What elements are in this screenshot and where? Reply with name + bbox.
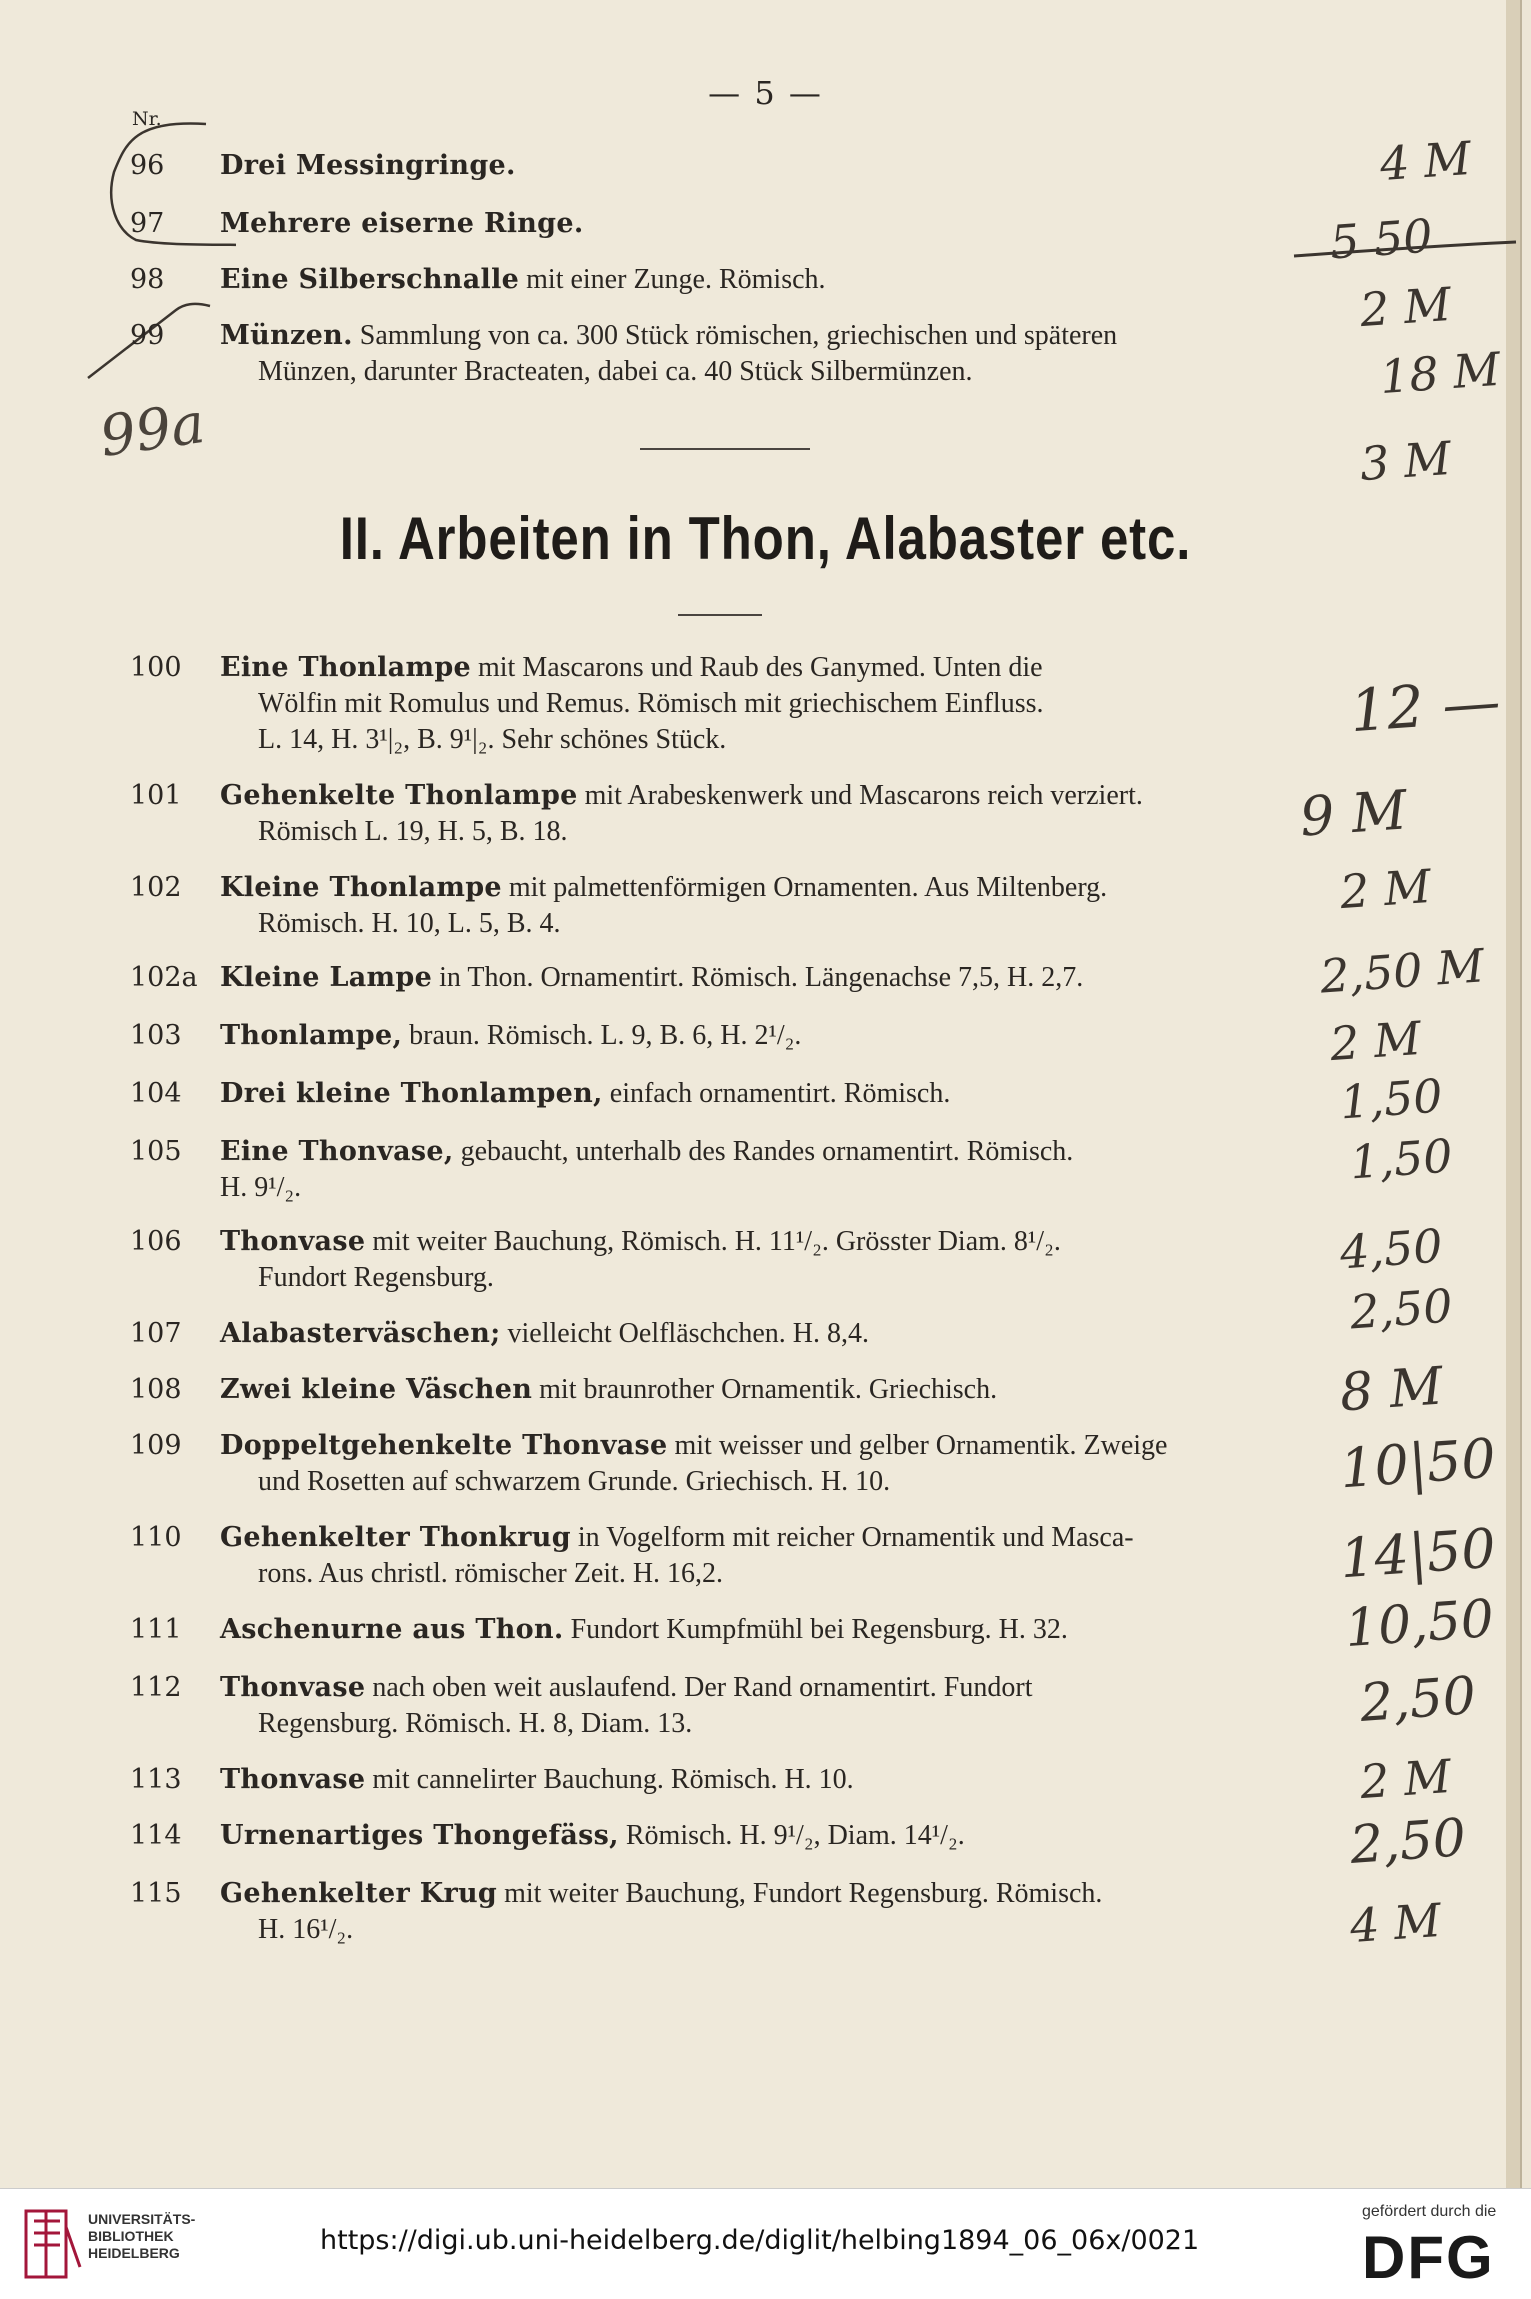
entry-114 xyxy=(130,1818,1325,1854)
entry-description-line: Römisch L. 19, H. 5, B. 18. xyxy=(258,816,568,847)
entry-115 xyxy=(130,1876,1325,1948)
entry-113 xyxy=(130,1762,1325,1798)
entry-106 xyxy=(130,1224,1325,1296)
entry-title: Kleine Thonlampe xyxy=(220,872,502,903)
entry-title: Doppeltgehenkelte Thonvase xyxy=(220,1430,668,1461)
entry-title: Eine Thonlampe xyxy=(220,652,471,683)
entry-number: 114 xyxy=(130,1820,182,1851)
entry-number: 98 xyxy=(130,264,165,295)
entry-102a xyxy=(130,960,1325,996)
price-106: 4,50 xyxy=(1338,1218,1445,1280)
library-name xyxy=(88,2211,195,2262)
entry-description-line: H. 16¹/₂. xyxy=(258,1914,354,1945)
nr-label: Nr. xyxy=(132,108,162,130)
page-number: — 5 — xyxy=(708,74,823,112)
entry-title: Gehenkelte Thonlampe xyxy=(220,780,578,811)
entry-description: nach oben weit auslaufend. Der Rand ornamentirt. Fundort xyxy=(365,1672,1033,1703)
entry-description: mit Arabeskenwerk und Mascarons reich verziert. xyxy=(577,780,1143,811)
price-97: 5 50 xyxy=(1328,208,1435,270)
entry-description: Fundort Kumpfmühl bei Regensburg. H. 32. xyxy=(563,1614,1068,1645)
entry-title: Thonlampe, xyxy=(220,1020,403,1051)
price-112: 2,50 xyxy=(1358,1666,1478,1734)
entry-98 xyxy=(130,262,1325,298)
price-99a: 3 M xyxy=(1358,430,1453,492)
price-103: 2 M xyxy=(1328,1010,1423,1072)
entry-title: Gehenkelter Thonkrug xyxy=(220,1522,571,1553)
entry-number: 115 xyxy=(130,1878,182,1909)
entry-number: 110 xyxy=(130,1522,182,1553)
entry-number: 100 xyxy=(130,652,182,683)
price-100: 12 — xyxy=(1347,666,1503,746)
entry-number: 106 xyxy=(130,1226,182,1257)
price-108: 8 M xyxy=(1338,1356,1445,1424)
dfg-logo: DFG xyxy=(1362,2224,1495,2291)
entry-description-line: und Rosetten auf schwarzem Grunde. Griechisch. H. 10. xyxy=(258,1466,891,1497)
entry-title: Kleine Lampe xyxy=(220,962,433,993)
entry-description-line: Römisch. H. 10, L. 5, B. 4. xyxy=(258,908,561,939)
entry-title: Mehrere eiserne Ringe. xyxy=(220,208,584,239)
entry-title: Eine Silberschnalle xyxy=(220,264,520,295)
entry-title: Zwei kleine Väschen xyxy=(220,1374,533,1405)
entry-number: 105 xyxy=(130,1136,182,1167)
price-105: 1,50 xyxy=(1348,1128,1455,1190)
entry-description: mit einer Zunge. Römisch. xyxy=(519,264,826,295)
entry-description: mit weisser und gelber Ornamentik. Zweige xyxy=(667,1430,1168,1461)
divider-top xyxy=(640,448,810,450)
entry-102 xyxy=(130,870,1325,942)
entry-112 xyxy=(130,1670,1325,1742)
entry-title: Gehenkelter Krug xyxy=(220,1878,498,1909)
divider-section xyxy=(678,614,762,616)
price-104: 1,50 xyxy=(1338,1068,1445,1130)
entry-number: 112 xyxy=(130,1672,182,1703)
price-102a: 2,50 M xyxy=(1318,938,1486,1004)
entry-description: mit weiter Bauchung, Römisch. H. 11¹/₂. Grösster Diam. 8¹/₂. xyxy=(365,1226,1061,1257)
entry-number: 102a xyxy=(130,962,198,993)
library-name-line: UNIVERSITÄTS- xyxy=(88,2211,196,2227)
price-102: 2 M xyxy=(1338,858,1433,920)
entry-title: Münzen. xyxy=(220,320,353,351)
entry-101 xyxy=(130,778,1325,850)
entry-description-line: L. 14, H. 3¹|₂, B. 9¹|₂. Sehr schönes Stück. xyxy=(258,724,727,755)
entry-description: vielleicht Oelfläschchen. H. 8,4. xyxy=(500,1318,870,1349)
entry-title: Drei Messingringe. xyxy=(220,150,516,181)
permalink-url[interactable]: https://digi.ub.uni-heidelberg.de/diglit/helbing1894_06_06x/0021 xyxy=(320,2225,1200,2256)
entry-title: Thonvase xyxy=(220,1226,366,1257)
entry-105 xyxy=(130,1134,1325,1206)
entry-description: gebaucht, unterhalb des Randes ornamentirt. Römisch. xyxy=(453,1136,1074,1167)
section-title: II. Arbeiten in Thon, Alabaster etc. xyxy=(339,505,1192,572)
price-111: 10,50 xyxy=(1343,1588,1496,1660)
entry-number: 113 xyxy=(130,1764,182,1795)
library-name-line: HEIDELBERG xyxy=(88,2245,180,2261)
entry-110 xyxy=(130,1520,1325,1592)
entry-number: 111 xyxy=(130,1614,182,1645)
entry-97 xyxy=(130,206,1325,242)
entry-96 xyxy=(130,148,1325,184)
entry-title: Thonvase xyxy=(220,1672,366,1703)
entry-description-line: Regensburg. Römisch. H. 8, Diam. 13. xyxy=(258,1708,693,1739)
entry-title: Alabasterväschen; xyxy=(220,1318,501,1349)
entry-description-line: Wölfin mit Romulus und Remus. Römisch mit griechischem Einfluss. xyxy=(258,688,1044,719)
entry-109 xyxy=(130,1428,1325,1500)
entry-description: mit cannelirter Bauchung. Römisch. H. 10. xyxy=(365,1764,854,1795)
university-library-logo-icon xyxy=(20,2207,86,2281)
entry-description-line: rons. Aus christl. römischer Zeit. H. 16,2. xyxy=(258,1558,724,1589)
price-113: 2 M xyxy=(1358,1748,1453,1810)
price-98: 2 M xyxy=(1358,276,1453,338)
price-107: 2,50 xyxy=(1348,1278,1455,1340)
price-101: 9 M xyxy=(1297,778,1409,849)
entry-description: in Vogelform mit reicher Ornamentik und Masca- xyxy=(570,1522,1134,1553)
viewer-footer xyxy=(0,2188,1531,2299)
funding-note: gefördert durch die xyxy=(1362,2203,1497,2220)
entry-description: Sammlung von ca. 300 Stück römischen, griechischen und späteren xyxy=(352,320,1118,351)
price-96: 4 M xyxy=(1378,130,1473,192)
entry-description: mit braunrother Ornamentik. Griechisch. xyxy=(532,1374,998,1405)
entry-title: Aschenurne aus Thon. xyxy=(220,1614,564,1645)
entry-title: Thonvase xyxy=(220,1764,366,1795)
price-109: 10|50 xyxy=(1337,1426,1498,1501)
entry-description: in Thon. Ornamentirt. Römisch. Längenachse 7,5, H. 2,7. xyxy=(432,962,1084,993)
entry-description: Römisch. H. 9¹/₂, Diam. 14¹/₂. xyxy=(618,1820,965,1851)
entry-description: mit weiter Bauchung, Fundort Regensburg. Römisch. xyxy=(497,1878,1103,1909)
entry-111 xyxy=(130,1612,1325,1648)
entry-number: 99 xyxy=(130,320,165,351)
price-115: 4 M xyxy=(1348,1892,1443,1954)
entry-title: Urnenartiges Thongefäss, xyxy=(220,1820,619,1851)
entry-104 xyxy=(130,1076,1325,1112)
entry-108 xyxy=(130,1372,1325,1408)
entry-number: 104 xyxy=(130,1078,182,1109)
entry-number: 107 xyxy=(130,1318,182,1349)
page-edge xyxy=(1506,0,1520,2188)
price-114: 2,50 xyxy=(1348,1808,1468,1876)
entry-title: Eine Thonvase, xyxy=(220,1136,454,1167)
entry-number: 97 xyxy=(130,208,165,239)
price-99: 18 M xyxy=(1378,341,1503,405)
entry-99 xyxy=(130,318,1325,390)
entry-number: 102 xyxy=(130,872,182,903)
entry-103 xyxy=(130,1018,1325,1054)
entry-description: mit palmettenförmigen Ornamenten. Aus Miltenberg. xyxy=(501,872,1108,903)
entry-100 xyxy=(130,650,1325,758)
entry-description: mit Mascarons und Raub des Ganymed. Unten die xyxy=(470,652,1043,683)
entry-title: Drei kleine Thonlampen, xyxy=(220,1078,603,1109)
entry-107 xyxy=(130,1316,1325,1352)
entry-description-line: H. 9¹/₂. xyxy=(220,1172,302,1203)
entry-number: 96 xyxy=(130,150,165,181)
entry-number: 101 xyxy=(130,780,182,811)
entry-description-line: Fundort Regensburg. xyxy=(258,1262,494,1293)
entry-number: 103 xyxy=(130,1020,182,1051)
library-name-line: BIBLIOTHEK xyxy=(88,2228,174,2244)
price-110: 14|50 xyxy=(1337,1516,1498,1591)
entry-description: einfach ornamentirt. Römisch. xyxy=(602,1078,951,1109)
entry-description-line: Münzen, darunter Bracteaten, dabei ca. 40 Stück Silbermünzen. xyxy=(258,356,973,387)
handwritten-99a: 99a xyxy=(95,391,209,470)
entry-description: braun. Römisch. L. 9, B. 6, H. 2¹/₂. xyxy=(402,1020,802,1051)
entry-number: 109 xyxy=(130,1430,182,1461)
entry-number: 108 xyxy=(130,1374,182,1405)
